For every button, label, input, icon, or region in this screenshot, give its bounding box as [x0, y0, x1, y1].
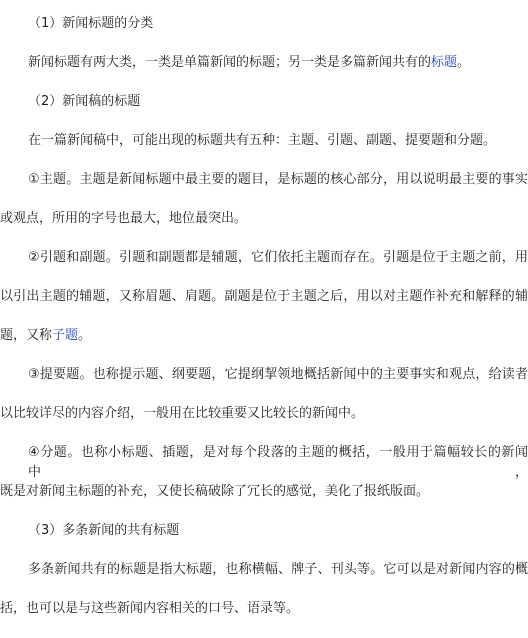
- heading-2-text: （2）新闻稿的标题: [28, 94, 141, 109]
- paragraph-1-text: 新闻标题有两大类，一类是单篇新闻的标题；另一类是多篇新闻共有的: [28, 55, 432, 70]
- paragraph-3-line-1: [0, 170, 528, 209]
- paragraph-5-line-2: [0, 404, 528, 443]
- paragraph-7-text-1: 多条新闻共有的标题是指大标题，也称横幅、牌子、刊头等。它可以是对新闻内容的概: [28, 562, 528, 577]
- paragraph-3-text-2: 或观点，所用的字号也最大，地位最突出。: [0, 211, 248, 226]
- paragraph-5-line-1: [0, 365, 528, 404]
- paragraph-3-text-1: ①主题。主题是新闻标题中最主要的题目，是标题的核心部分，用以说明最主要的事实: [28, 172, 528, 187]
- paragraph-4-line-1: [0, 248, 528, 287]
- paragraph-7-text-2: 括，也可以是与这些新闻内容相关的口号、语录等。: [0, 601, 300, 616]
- paragraph-4-end: 。: [78, 328, 92, 343]
- title-link[interactable]: 标题: [431, 55, 458, 70]
- paragraph-4-text-2: 以引出主题的辅题，又称眉题、肩题。副题是位于主题之后，用以对主题作补充和解释的辅: [0, 289, 528, 304]
- paragraph-4-line-2: [0, 287, 528, 326]
- paragraph-5-text-2: 以比较详尽的内容介绍，一般用在比较重要又比较长的新闻中。: [0, 406, 365, 421]
- paragraph-7-line-2: [0, 599, 528, 638]
- subtitle-link[interactable]: 子题: [52, 328, 79, 343]
- heading-2: [0, 92, 528, 131]
- paragraph-7-line-1: [0, 560, 528, 599]
- paragraph-4-text-3: 题，又称: [0, 328, 53, 343]
- heading-1-text: （1）新闻标题的分类: [28, 16, 154, 31]
- paragraph-2-text: 在一篇新闻稿中，可能出现的标题共有五种：主题、引题、副题、提要题和分题。: [28, 133, 497, 148]
- paragraph-2-line-1: [0, 131, 528, 170]
- paragraph-5-text-1: ③提要题。也称提示题、纲要题，它提纲挈领地概括新闻中的主要事实和观点，给读者: [28, 367, 528, 382]
- paragraph-4-text-1: ②引题和副题。引题和副题都是辅题，它们依托主题而存在。引题是位于主题之前，用: [28, 250, 528, 265]
- heading-3-text: （3）多条新闻的共有标题: [28, 523, 180, 538]
- heading-3: [0, 521, 528, 560]
- paragraph-6-line-2: [0, 482, 528, 521]
- paragraph-3-line-2: [0, 209, 528, 248]
- paragraph-4-line-3: [0, 326, 528, 365]
- paragraph-6-text-2: 既是对新闻主标题的补充，又使长稿破除了冗长的感觉，美化了报纸版面。: [0, 484, 430, 499]
- paragraph-6-text-1: ④分题。也称小标题、插题，是对每个段落的主题的概括，一般用于篇幅较长的新闻中，: [28, 445, 528, 480]
- paragraph-6-line-1: [0, 443, 528, 482]
- paragraph-1-line-1: [0, 53, 528, 92]
- heading-1: [0, 14, 528, 53]
- paragraph-1-end: 。: [457, 55, 471, 70]
